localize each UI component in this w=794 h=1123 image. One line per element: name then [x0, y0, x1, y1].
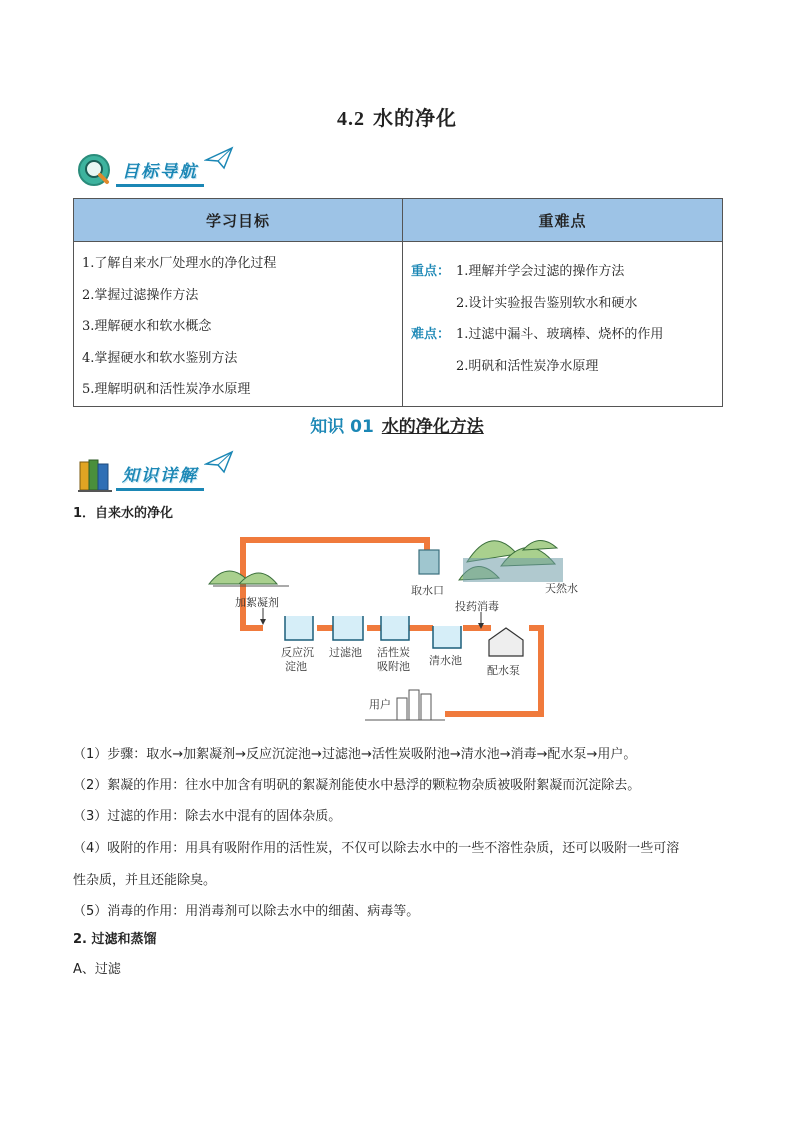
- sediment-label: 反应沉: [281, 646, 314, 659]
- water-purification-diagram: [205, 528, 585, 728]
- key-point: 1.理解并学会过滤的操作方法: [456, 264, 625, 279]
- filter-tank: [333, 616, 363, 640]
- trees-natural: [459, 540, 563, 582]
- pump-label: 配水泵: [487, 664, 520, 677]
- title-number: 4.2: [337, 108, 365, 130]
- paragraph-coagulation: （2）絮凝的作用：往水中加含有明矾的絮凝剂能使水中悬浮的颗粒物杂质被吸附絮凝而沉淀除去。: [73, 778, 641, 793]
- difficult-point: 2.明矾和活性炭净水原理: [456, 358, 599, 374]
- knowledge-title: [0, 412, 794, 437]
- goals-banner: [76, 152, 234, 190]
- title-text: 水的净化: [373, 106, 457, 130]
- paper-plane-icon: [204, 450, 234, 476]
- difficult-label: 难点：: [411, 327, 451, 342]
- sediment-tank: [285, 616, 313, 640]
- pump-house: [489, 628, 523, 656]
- key-point-row: [411, 288, 714, 320]
- knowledge-text: 水的净化方法: [381, 417, 484, 437]
- keypoints-cell: [403, 242, 723, 407]
- goals-banner-label: 目标导航: [116, 155, 204, 187]
- section1-title: 1．自来水的净化: [73, 506, 174, 521]
- goal-item: 1.了解自来水厂处理水的净化过程: [82, 256, 277, 271]
- filter-label: 过滤池: [329, 646, 362, 659]
- natural-water-label: 天然水: [545, 582, 578, 595]
- pipe: [243, 540, 427, 576]
- goals-table: [73, 198, 723, 407]
- coagulant-label: 加絮凝剂: [235, 596, 279, 609]
- knowledge-number: 知识 01: [310, 417, 374, 437]
- goal-item: 4.掌握硬水和软水鉴别方法: [82, 350, 238, 366]
- difficult-point: 1.过滤中漏斗、玻璃棒、烧杯的作用: [456, 327, 664, 342]
- section2-title: 2. 过滤和蒸馏: [73, 932, 157, 947]
- clear-tank-label: 清水池: [429, 654, 462, 667]
- goal-item: 3.理解硬水和软水概念: [82, 319, 212, 334]
- difficult-point-row: [411, 351, 714, 383]
- clear-tank: [433, 626, 461, 648]
- keypoints-header: 重难点: [403, 199, 723, 242]
- key-point-row: [411, 256, 714, 288]
- paragraph-filtration: （3）过滤的作用：除去水中混有的固体杂质。: [73, 809, 342, 824]
- goals-cell: [74, 242, 403, 407]
- paper-plane-icon: [204, 146, 234, 172]
- books-icon: [76, 456, 116, 494]
- magnifier-icon: [76, 152, 116, 190]
- intake-box: [419, 550, 439, 574]
- goals-header: 学习目标: [74, 199, 403, 242]
- section2-subtitle: A、过滤: [73, 962, 121, 977]
- trees-left: [209, 571, 289, 586]
- key-point: 2.设计实验报告鉴别软水和硬水: [456, 295, 638, 311]
- paragraph-steps: （1）步骤：取水→加絮凝剂→反应沉淀池→过滤池→活性炭吸附池→清水池→消毒→配水泵→用户。: [73, 747, 637, 762]
- goal-item: 2.掌握过滤操作方法: [82, 287, 199, 303]
- carbon-label: 吸附池: [377, 660, 410, 673]
- paragraph-adsorption-cont: 性杂质，并且还能除臭。: [73, 873, 217, 888]
- carbon-tank: [381, 616, 409, 640]
- goal-item: 5.理解明矾和活性炭净水原理: [82, 382, 251, 397]
- sediment-label: 淀池: [285, 660, 307, 673]
- intake-label: 取水口: [411, 584, 444, 597]
- difficult-point-row: [411, 319, 714, 351]
- key-label: 重点：: [411, 264, 451, 279]
- paragraph-adsorption: （4）吸附的作用：用具有吸附作用的活性炭，不仅可以除去水中的一些不溶性杂质，还可以吸附一些可溶: [73, 841, 680, 856]
- user-label: 用户: [369, 698, 391, 711]
- page-title: [0, 102, 794, 131]
- paragraph-disinfection: （5）消毒的作用：用消毒剂可以除去水中的细菌、病毒等。: [73, 904, 420, 919]
- disinfect-label: 投药消毒: [455, 600, 499, 613]
- carbon-label: 活性炭: [377, 646, 410, 659]
- knowledge-banner: [76, 456, 234, 494]
- knowledge-banner-label: 知识详解: [116, 459, 204, 491]
